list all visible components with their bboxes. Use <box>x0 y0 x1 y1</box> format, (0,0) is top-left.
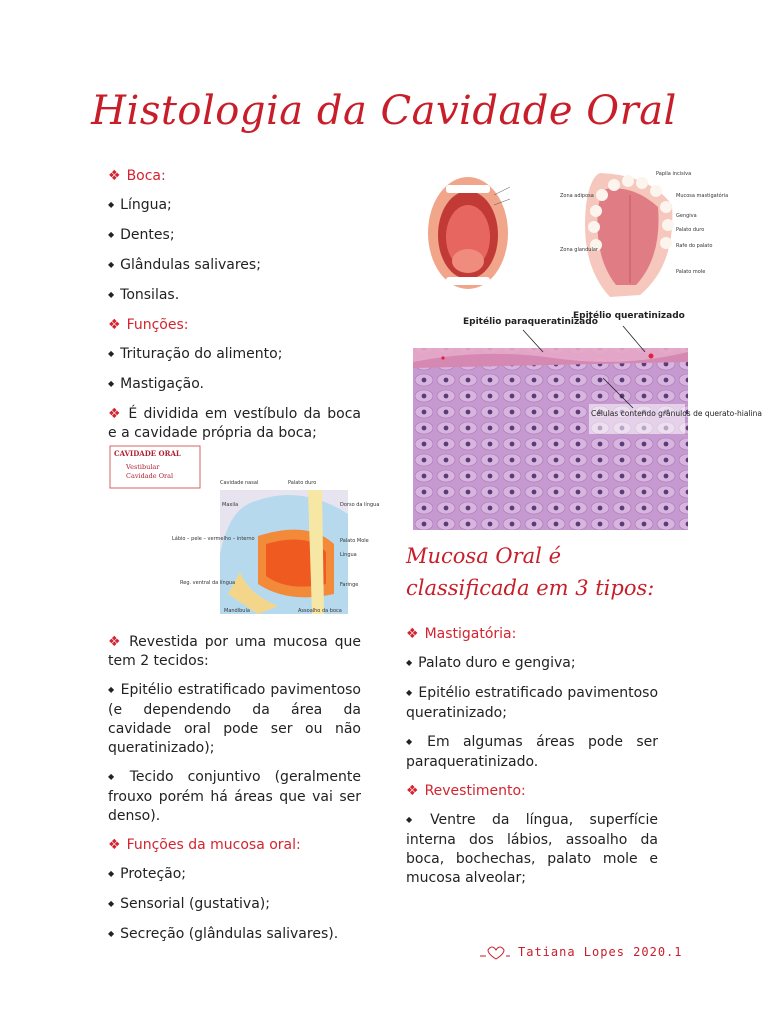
list-item: ◆ Sensorial (gustativa); <box>108 895 361 915</box>
heart-signature-icon <box>478 944 512 960</box>
diagram-label: Faringe <box>340 582 359 588</box>
page-title: Histologia da Cavidade Oral <box>91 88 677 134</box>
revestimento-heading: ❖ Revestimento: <box>406 782 658 801</box>
list-item: ◆ Glândulas salivares; <box>108 256 361 276</box>
diagram-label: Dorso da língua <box>340 502 380 508</box>
diagram-box-line: Cavidade Oral <box>126 472 174 480</box>
funcoes-mucosa-heading: ❖ Funções da mucosa oral: <box>108 836 361 855</box>
mastigatoria-heading: ❖ Mastigatória: <box>406 625 658 644</box>
left-column-lower <box>108 633 361 955</box>
list-item: ◆ Dentes; <box>108 226 361 246</box>
list-item: ◆ Ventre da língua, superfície interna dos lábios, assoalho da boca, bochechas, palato mole e mucosa alveolar; <box>406 811 658 888</box>
diagram-label: Lábio – pele – vermelho – interno <box>172 536 255 542</box>
list-item: ◆ Epitélio estratificado pavimentoso (e dependendo da área da cavidade oral pode ser ou não queratinizado); <box>108 681 361 758</box>
diagram-label: Cavidade nasal <box>220 480 259 486</box>
oral-cavity-diagram <box>108 444 380 616</box>
list-item: ◆ Proteção; <box>108 865 361 885</box>
author-credit: Tatiana Lopes 2020.1 <box>518 945 683 959</box>
mouth-palate-figure <box>410 165 729 305</box>
diagram-box-line: Vestibular <box>126 463 160 471</box>
funcoes-heading: ❖ Funções: <box>108 316 361 335</box>
diagram-label: Palato duro <box>288 480 317 486</box>
list-item: ◆ Secreção (glândulas salivares). <box>108 925 361 945</box>
mucosa-subtitle: Mucosa Oral é classificada em 3 tipos: <box>406 544 655 600</box>
list-item: ◆ Epitélio estratificado pavimentoso queratinizado; <box>406 684 658 723</box>
palate-label: Papila incisiva <box>656 171 692 177</box>
palate-label: Rafe do palato <box>676 243 713 249</box>
histology-label: Epitélio paraqueratinizado <box>463 317 598 327</box>
list-item: ◆ Tonsilas. <box>108 286 361 306</box>
boca-heading: ❖ Boca: <box>108 167 361 186</box>
histology-label: Células contendo grânulos de querato-hialina <box>591 409 762 418</box>
diagram-label: Mandíbula <box>224 608 250 614</box>
right-column <box>406 625 658 898</box>
palate-label: Palato duro <box>676 227 705 233</box>
diagram-box-title: CAVIDADE ORAL <box>114 449 181 458</box>
list-item: ◆ Mastigação. <box>108 375 361 395</box>
diagram-label: Maxila <box>222 502 239 508</box>
diagram-label: Palato Mole <box>340 538 369 544</box>
diagram-label: Reg. ventral da língua <box>180 580 236 586</box>
histology-image <box>413 308 762 530</box>
list-item: ◆ Língua; <box>108 196 361 216</box>
palate-label: Mucosa mastigatória <box>676 193 729 199</box>
footer <box>478 944 683 960</box>
list-item: ◆ Tecido conjuntivo (geralmente frouxo porém há áreas que vai ser denso). <box>108 768 361 826</box>
diagram-label: Assoalho da boca <box>298 608 342 614</box>
revestida-text: ❖ Revestida por uma mucosa que tem 2 tecidos: <box>108 633 361 671</box>
list-item: ◆ Palato duro e gengiva; <box>406 654 658 674</box>
histology-label: Epitélio queratinizado <box>573 311 685 321</box>
palate-label: Zona glandular <box>560 247 598 253</box>
list-item: ◆ Em algumas áreas pode ser paraqueratinizado. <box>406 733 658 772</box>
diagram-label: Língua <box>340 552 357 558</box>
palate-label: Zona adiposa <box>560 193 594 199</box>
dividida-text: ❖ É dividida em vestíbulo da boca e a cavidade própria da boca; <box>108 405 361 443</box>
palate-label: Palato mole <box>676 269 706 275</box>
list-item: ◆ Trituração do alimento; <box>108 345 361 365</box>
palate-label: Gengiva <box>676 213 697 219</box>
left-column <box>108 167 361 453</box>
